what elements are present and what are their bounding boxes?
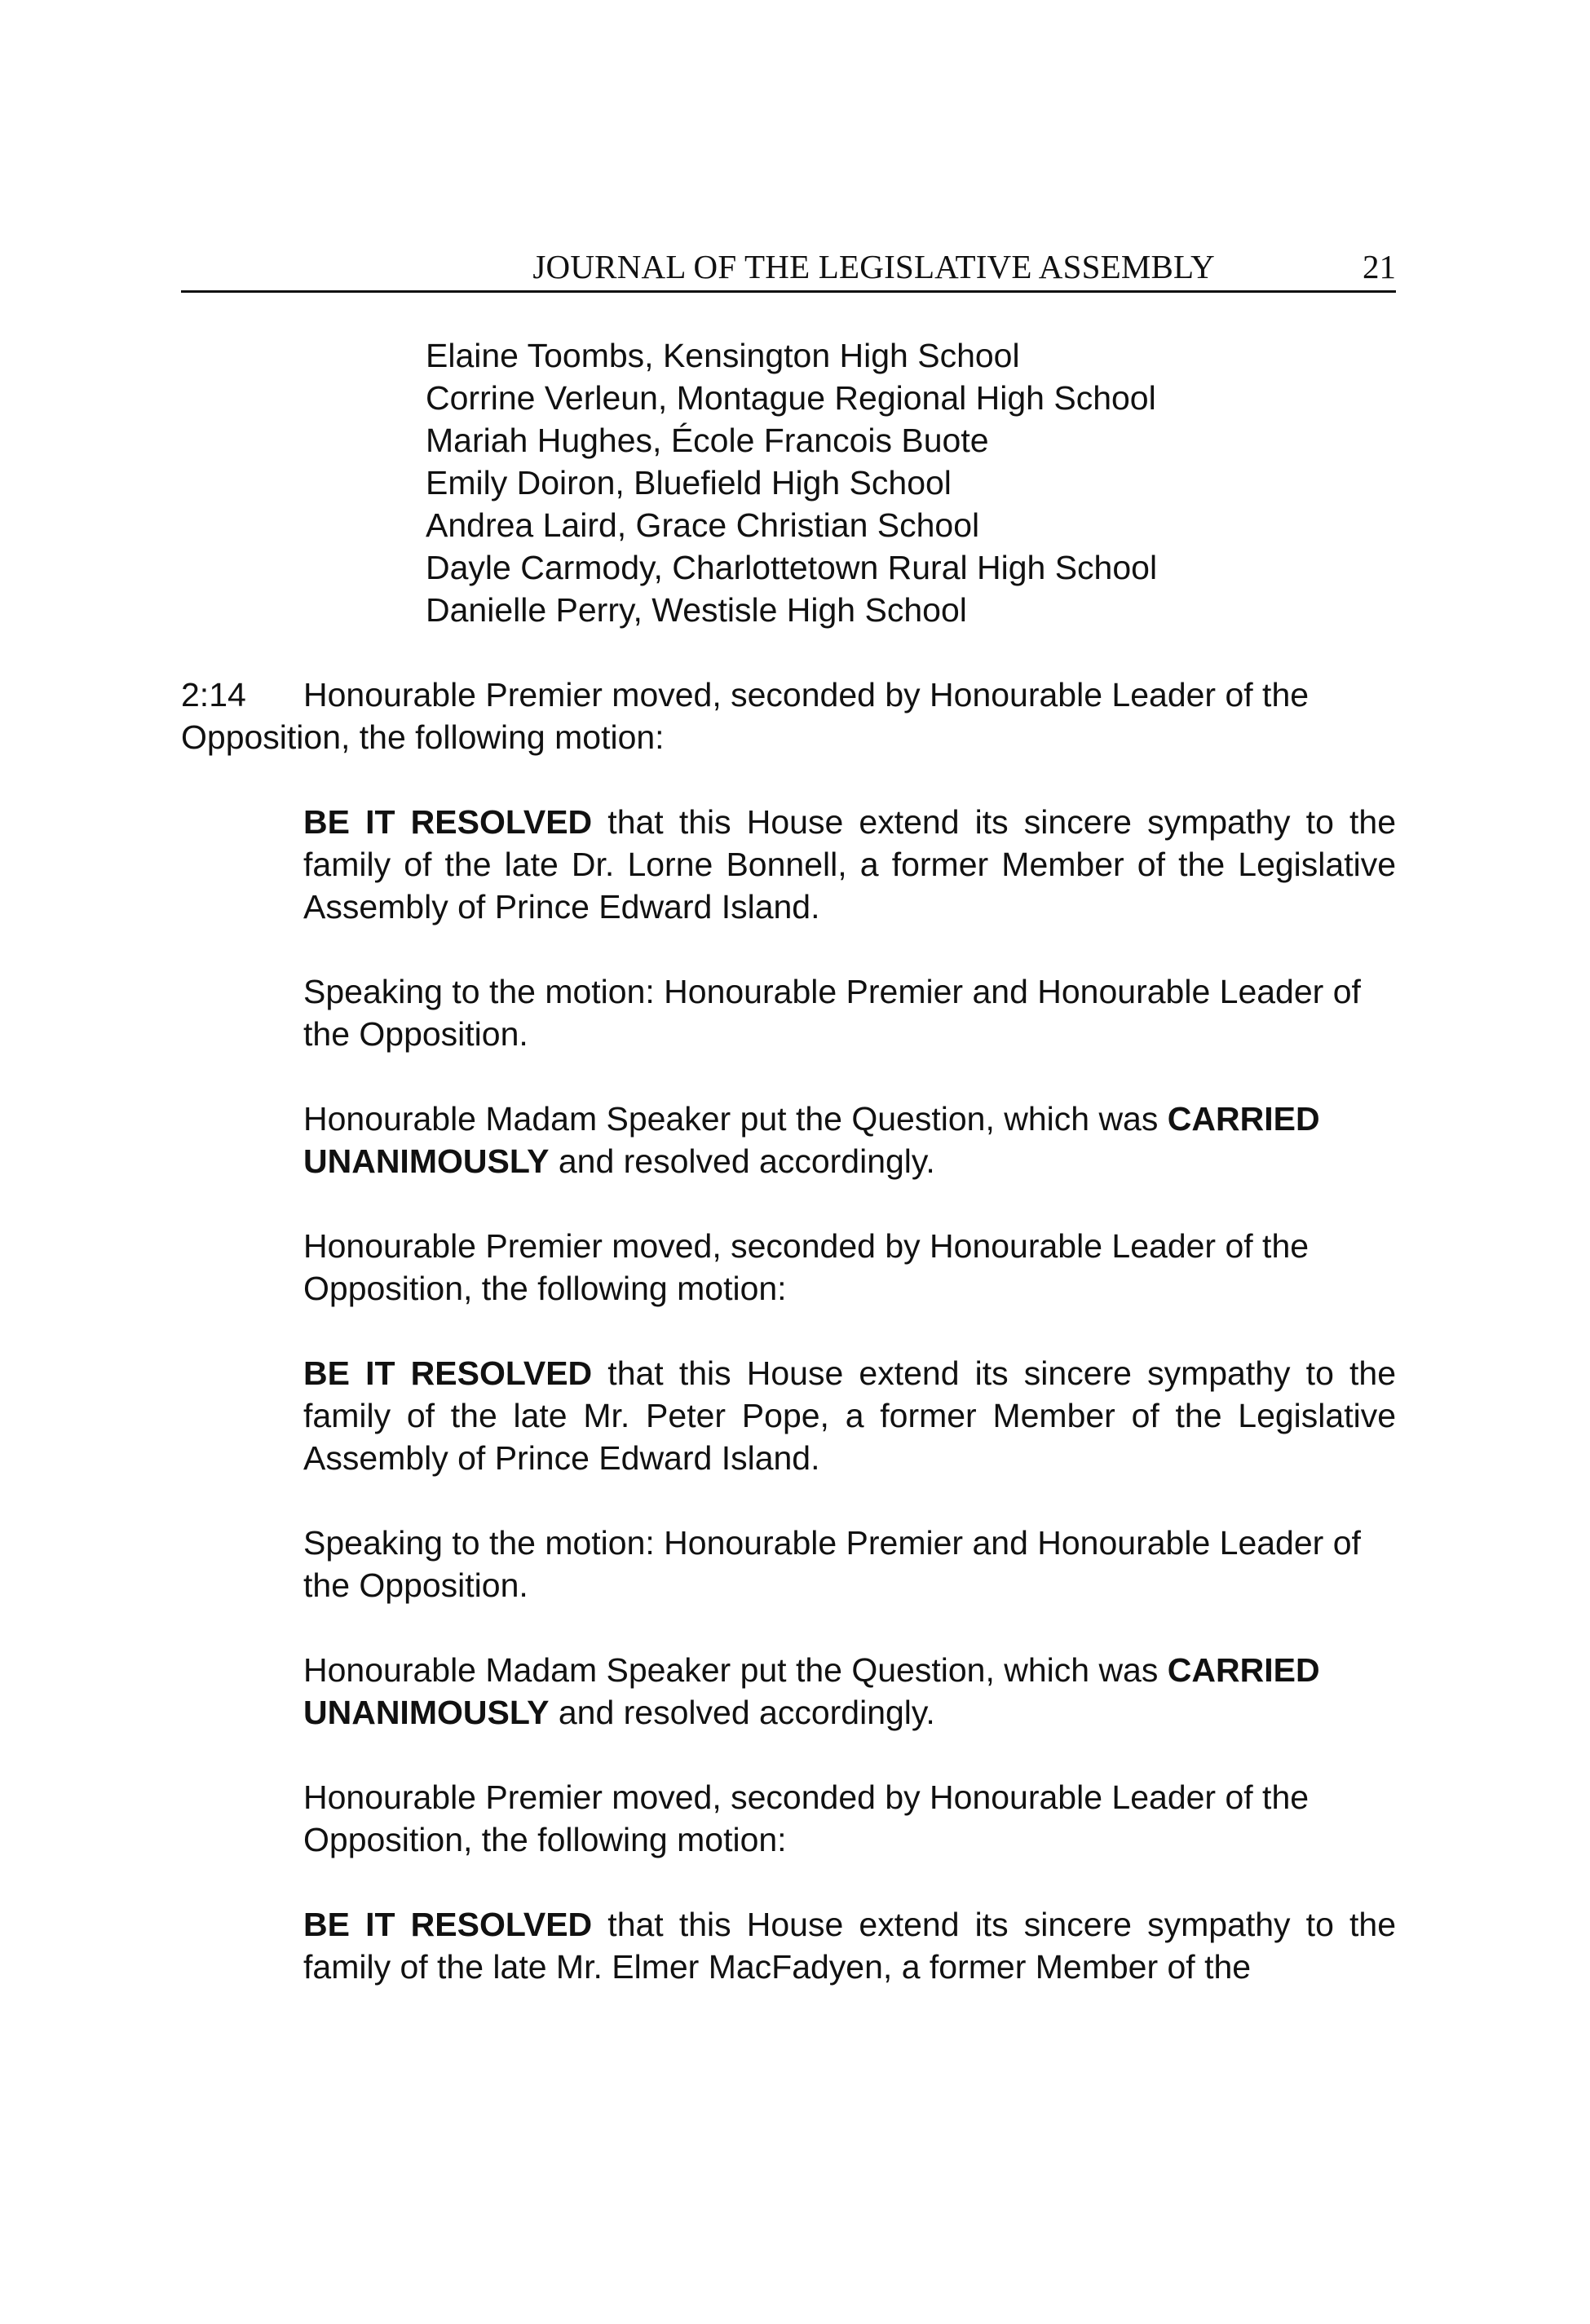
- carried-keyword: CARRIED UNANIMOUSLY: [303, 1651, 1320, 1731]
- motions-body: [303, 801, 1396, 2030]
- resolution-paragraph: [303, 801, 1396, 928]
- resolution-paragraph: [303, 1352, 1396, 1479]
- entry-first-line: [181, 674, 1396, 716]
- resolution-paragraph: [303, 1903, 1396, 1988]
- question-paragraph: [303, 1098, 1396, 1182]
- entry-text-line1: Honourable Premier moved, seconded by Honourable Leader of the: [303, 676, 1310, 714]
- speaking-text: Speaking to the motion: Honourable Premier and Honourable Leader of the Opposition.: [303, 973, 1361, 1053]
- entry-text-line2: Opposition, the following motion:: [181, 718, 665, 756]
- page-number: 21: [1363, 248, 1396, 285]
- list-item: Dayle Carmody, Charlottetown Rural High School: [426, 549, 1158, 586]
- list-item: Emily Doiron, Bluefield High School: [426, 464, 952, 501]
- question-text: Honourable Madam Speaker put the Question, which was: [303, 1100, 1168, 1138]
- motion-text: Honourable Premier moved, seconded by Honourable Leader of the Opposition, the following motion:: [303, 1778, 1310, 1858]
- motion-paragraph: [303, 1225, 1396, 1310]
- resolution-text: that this House extend its sincere sympathy to the family of the late Dr. Lorne Bonnell, a former Member of the Legislative Assembly of Prince Edward Island.: [303, 803, 1397, 926]
- list-item: Elaine Toombs, Kensington High School: [426, 337, 1020, 374]
- question-text: Honourable Madam Speaker put the Question, which was: [303, 1651, 1168, 1689]
- speaking-text: Speaking to the motion: Honourable Premier and Honourable Leader of the Opposition.: [303, 1524, 1361, 1604]
- question-paragraph: [303, 1649, 1396, 1734]
- journal-entry: [181, 674, 1396, 758]
- list-item: Corrine Verleun, Montague Regional High School: [426, 379, 1156, 417]
- carried-keyword: CARRIED UNANIMOUSLY: [303, 1100, 1320, 1180]
- list-item: Danielle Perry, Westisle High School: [426, 591, 967, 629]
- list-item: Mariah Hughes, École Francois Buote: [426, 422, 989, 459]
- question-tail: and resolved accordingly.: [549, 1142, 935, 1180]
- journal-title: JOURNAL OF THE LEGISLATIVE ASSEMBLY: [532, 248, 1215, 285]
- entry-number: 2:14: [181, 676, 246, 714]
- question-tail: and resolved accordingly.: [549, 1694, 935, 1731]
- resolution-keyword: BE IT RESOLVED: [303, 1906, 593, 1943]
- resolution-keyword: BE IT RESOLVED: [303, 803, 593, 841]
- page-header: [181, 246, 1396, 293]
- speaking-paragraph: [303, 970, 1396, 1055]
- resolution-text: that this House extend its sincere sympathy to the family of the late Mr. Elmer MacFadyen, a former Member of the: [303, 1906, 1397, 1986]
- resolution-text: that this House extend its sincere sympathy to the family of the late Mr. Peter Pope, a former Member of the Legislative Assembly of Prince Edward Island.: [303, 1354, 1397, 1477]
- list-item: Andrea Laird, Grace Christian School: [426, 506, 980, 544]
- speaking-paragraph: [303, 1522, 1396, 1606]
- student-names-list: [426, 334, 1157, 631]
- motion-paragraph: [303, 1776, 1396, 1861]
- motion-text: Honourable Premier moved, seconded by Honourable Leader of the Opposition, the following motion:: [303, 1227, 1310, 1307]
- resolution-keyword: BE IT RESOLVED: [303, 1354, 593, 1392]
